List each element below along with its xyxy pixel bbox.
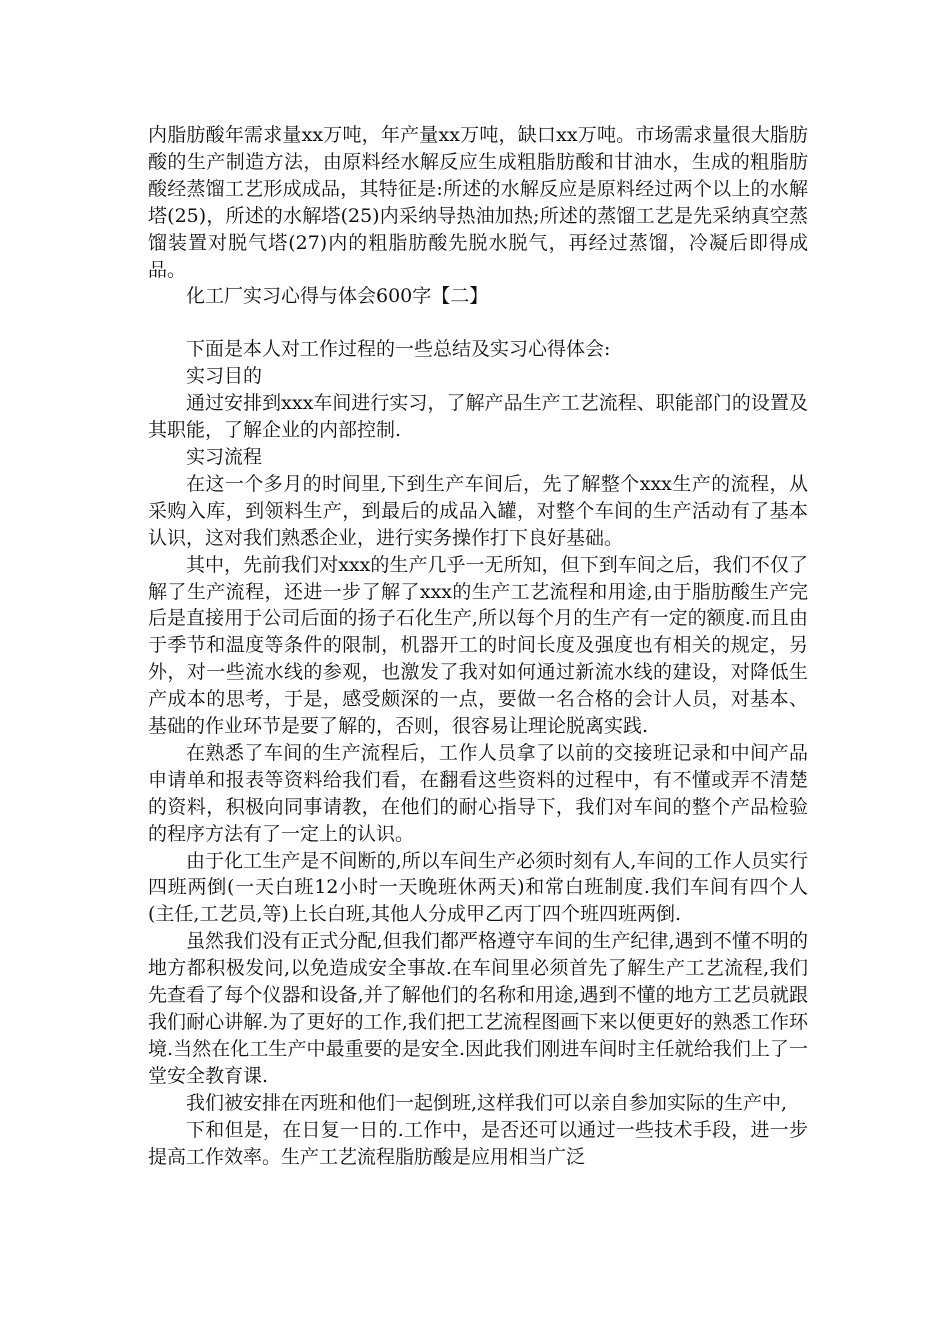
- paragraph-shift-assignment: 我们被安排在丙班和他们一起倒班,这样我们可以亲自参加实际的生产中,: [186, 1091, 788, 1114]
- paragraph-purpose: 通过安排到xxx车间进行实习，了解产品生产工艺流程、职能部门的设置及其职能，了解企业的内部控制.: [148, 392, 808, 442]
- paragraph-process-overview: 在这一个多月的时间里,下到生产车间后，先了解整个xxx生产的流程，从采购入库，到领料生产，到最后的成品入罐，对整个车间的生产活动有了基本认识，这对我们熟悉企业，进行实务操作打下良好基础。: [148, 472, 808, 549]
- document-page: [148, 122, 808, 1170]
- paragraph-summary-intro: 下面是本人对工作过程的一些总结及实习心得体会:: [186, 338, 611, 361]
- paragraph-records-review: 在熟悉了车间的生产流程后，工作人员拿了以前的交接班记录和中间产品申请单和报表等资料给我们看，在翻看这些资料的过程中，有不懂或弄不清楚的资料，积极向同事请教，在他们的耐心指导下，我们对车间的整个产品检验的程序方法有了一定上的认识。: [148, 741, 808, 845]
- heading-internship-purpose: 实习目的: [186, 365, 263, 388]
- section-title: 化工厂实习心得与体会600字【二】: [186, 285, 489, 308]
- paragraph-market-demand: 内脂肪酸年需求量xx万吨，年产量xx万吨，缺口xx万吨。市场需求量很大脂肪酸的生产制造方法，由原料经水解反应生成粗脂肪酸和甘油水，生成的粗脂肪酸经蒸馏工艺形成成品，其特征是:所述的水解反应是原料经过两个以上的水解塔(25)，所述的水解塔(25)内采纳导热油加热;所述的蒸馏工艺是先采纳真空蒸馏装置对脱气塔(27)内的粗脂肪酸先脱水脱气，再经过蒸馏，冷凝后即得成品。: [148, 124, 808, 281]
- paragraph-process-details: 其中，先前我们对xxx的生产几乎一无所知，但下到车间之后，我们不仅了解了生产流程，还进一步了解了xxx的生产工艺流程和用途,由于脂肪酸生产完后是直接用于公司后面的扬子石化生产,所以每个月的生产有一定的额度.而且由于季节和温度等条件的限制，机器开工的时间长度及强度也有相关的规定，另外，对一些流水线的参观，也激发了我对如何通过新流水线的建设，对降低生产成本的思考，于是，感受颇深的一点，要做一名合格的会计人员，对基本、基础的作业环节是要了解的，否则，很容易让理论脱离实践.: [148, 553, 808, 738]
- paragraph-shift-system: 由于化工生产是不间断的,所以车间生产必须时刻有人,车间的工作人员实行四班两倒(一天白班12小时一天晚班休两天)和常白班制度.我们车间有四个人(主任,工艺员,等)上长白班,其他人分成甲乙丙丁四个班四班两倒.: [148, 849, 808, 926]
- paragraph-efficiency: 下和但是，在日复一日的.工作中，是否还可以通过一些技术手段，进一步提高工作效率。生产工艺流程脂肪酸是应用相当广泛: [148, 1118, 808, 1168]
- heading-internship-process: 实习流程: [186, 445, 263, 468]
- paragraph-safety: 虽然我们没有正式分配,但我们都严格遵守车间的生产纪律,遇到不懂不明的地方都积极发问,以免造成安全事故.在车间里必须首先了解生产工艺流程,我们先查看了每个仪器和设备,并了解他们的名称和用途,遇到不懂的地方工艺员就跟我们耐心讲解.为了更好的工作,我们把工艺流程图画下来以便更好的熟悉工作环境.当然在化工生产中最重要的是安全.因此我们刚进车间时主任就给我们上了一堂安全教育课.: [148, 930, 808, 1087]
- blank-line: [148, 310, 808, 336]
